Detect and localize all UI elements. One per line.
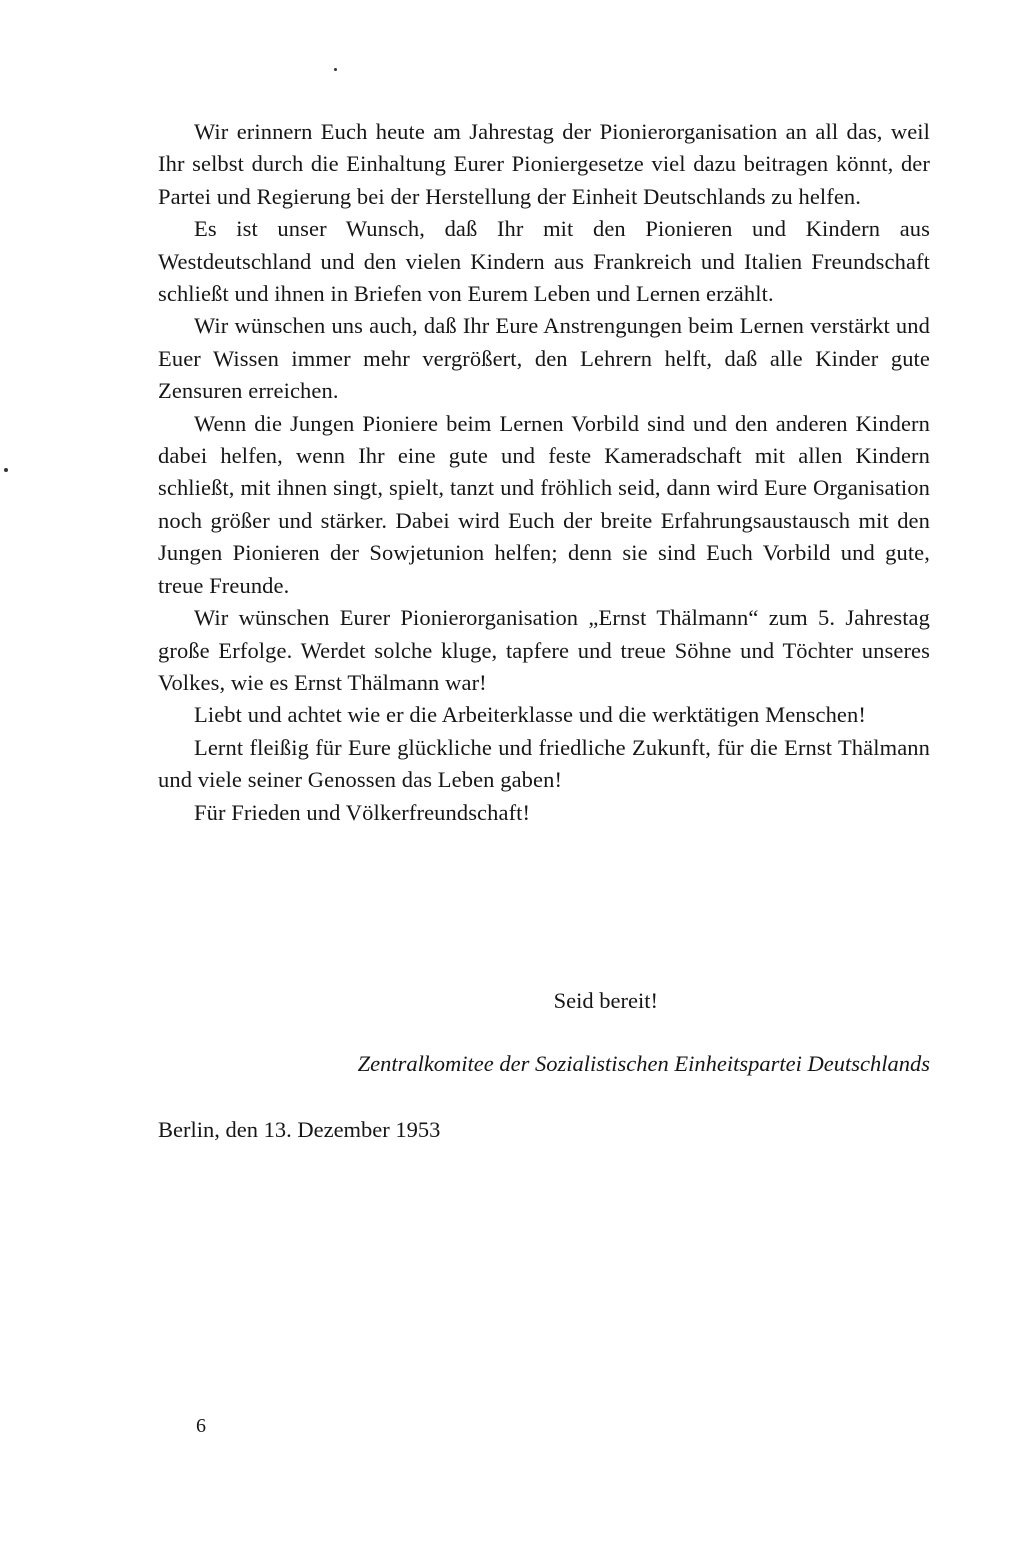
place-and-date: Berlin, den 13. Dezember 1953 [158, 1117, 441, 1142]
paragraph: Lernt fleißig für Eure glückliche und friedliche Zukunft, für die Ernst Thälmann und viele seiner Genossen das Leben gaben! [158, 734, 930, 793]
paragraph: Liebt und achtet wie er die Arbeiterklasse und die werktätigen Menschen! [194, 702, 866, 728]
paragraph: Für Frieden und Völkerfreundschaft! [194, 799, 531, 825]
closing-greeting: Seid bereit! [553, 988, 658, 1013]
paragraph: Wir erinnern Euch heute am Jahrestag der Pionierorganisation an all das, weil Ihr selbst durch die Einhaltung Eurer Pioniergesetze viel dazu beitragen könnt, der Partei und Regierung bei der Herstellung der Einheit Deutschlands zu helfen. [158, 119, 930, 209]
print-speck [4, 468, 8, 472]
paragraph: Wir wünschen Eurer Pionierorganisation „Ernst Thälmann“ zum 5. Jahrestag große Erfolge. Werdet solche kluge, tapfere und treue Söhne und Töchter unseres Volkes, wie es Ernst Thälmann war! [158, 605, 930, 695]
paragraph: Wenn die Jungen Pioniere beim Lernen Vorbild sind und den anderen Kindern dabei helfen, wenn Ihr eine gute und feste Kameradschaft mit allen Kindern schließt, mit ihnen singt, spielt, tanzt und fröhlich seid, dann wird Eure Organisation noch größer und stärker. Dabei wird Euch der breite Erfahrungsaustausch mit den Jungen Pionieren der Sowjetunion helfen; denn sie sind Euch Vorbild und gute, treue Freunde. [158, 410, 930, 598]
paragraph: Wir wünschen uns auch, daß Ihr Eure Anstrengungen beim Lernen verstärkt und Euer Wissen immer mehr vergrößert, den Lehrern helft, daß alle Kinder gute Zensuren erreichen. [158, 313, 930, 404]
letter-body [158, 116, 930, 829]
page-number: 6 [196, 1415, 206, 1437]
print-speck [334, 68, 337, 71]
paragraph: Es ist unser Wunsch, daß Ihr mit den Pionieren und Kindern aus Westdeutschland und den vielen Kindern aus Frankreich und Italien Freundschaft schließt und ihnen in Briefen von Eurem Leben und Lernen erzählt. [158, 216, 930, 307]
signatory-line: Zentralkomitee der Sozialistischen Einheitspartei Deutschlands [357, 1051, 930, 1076]
